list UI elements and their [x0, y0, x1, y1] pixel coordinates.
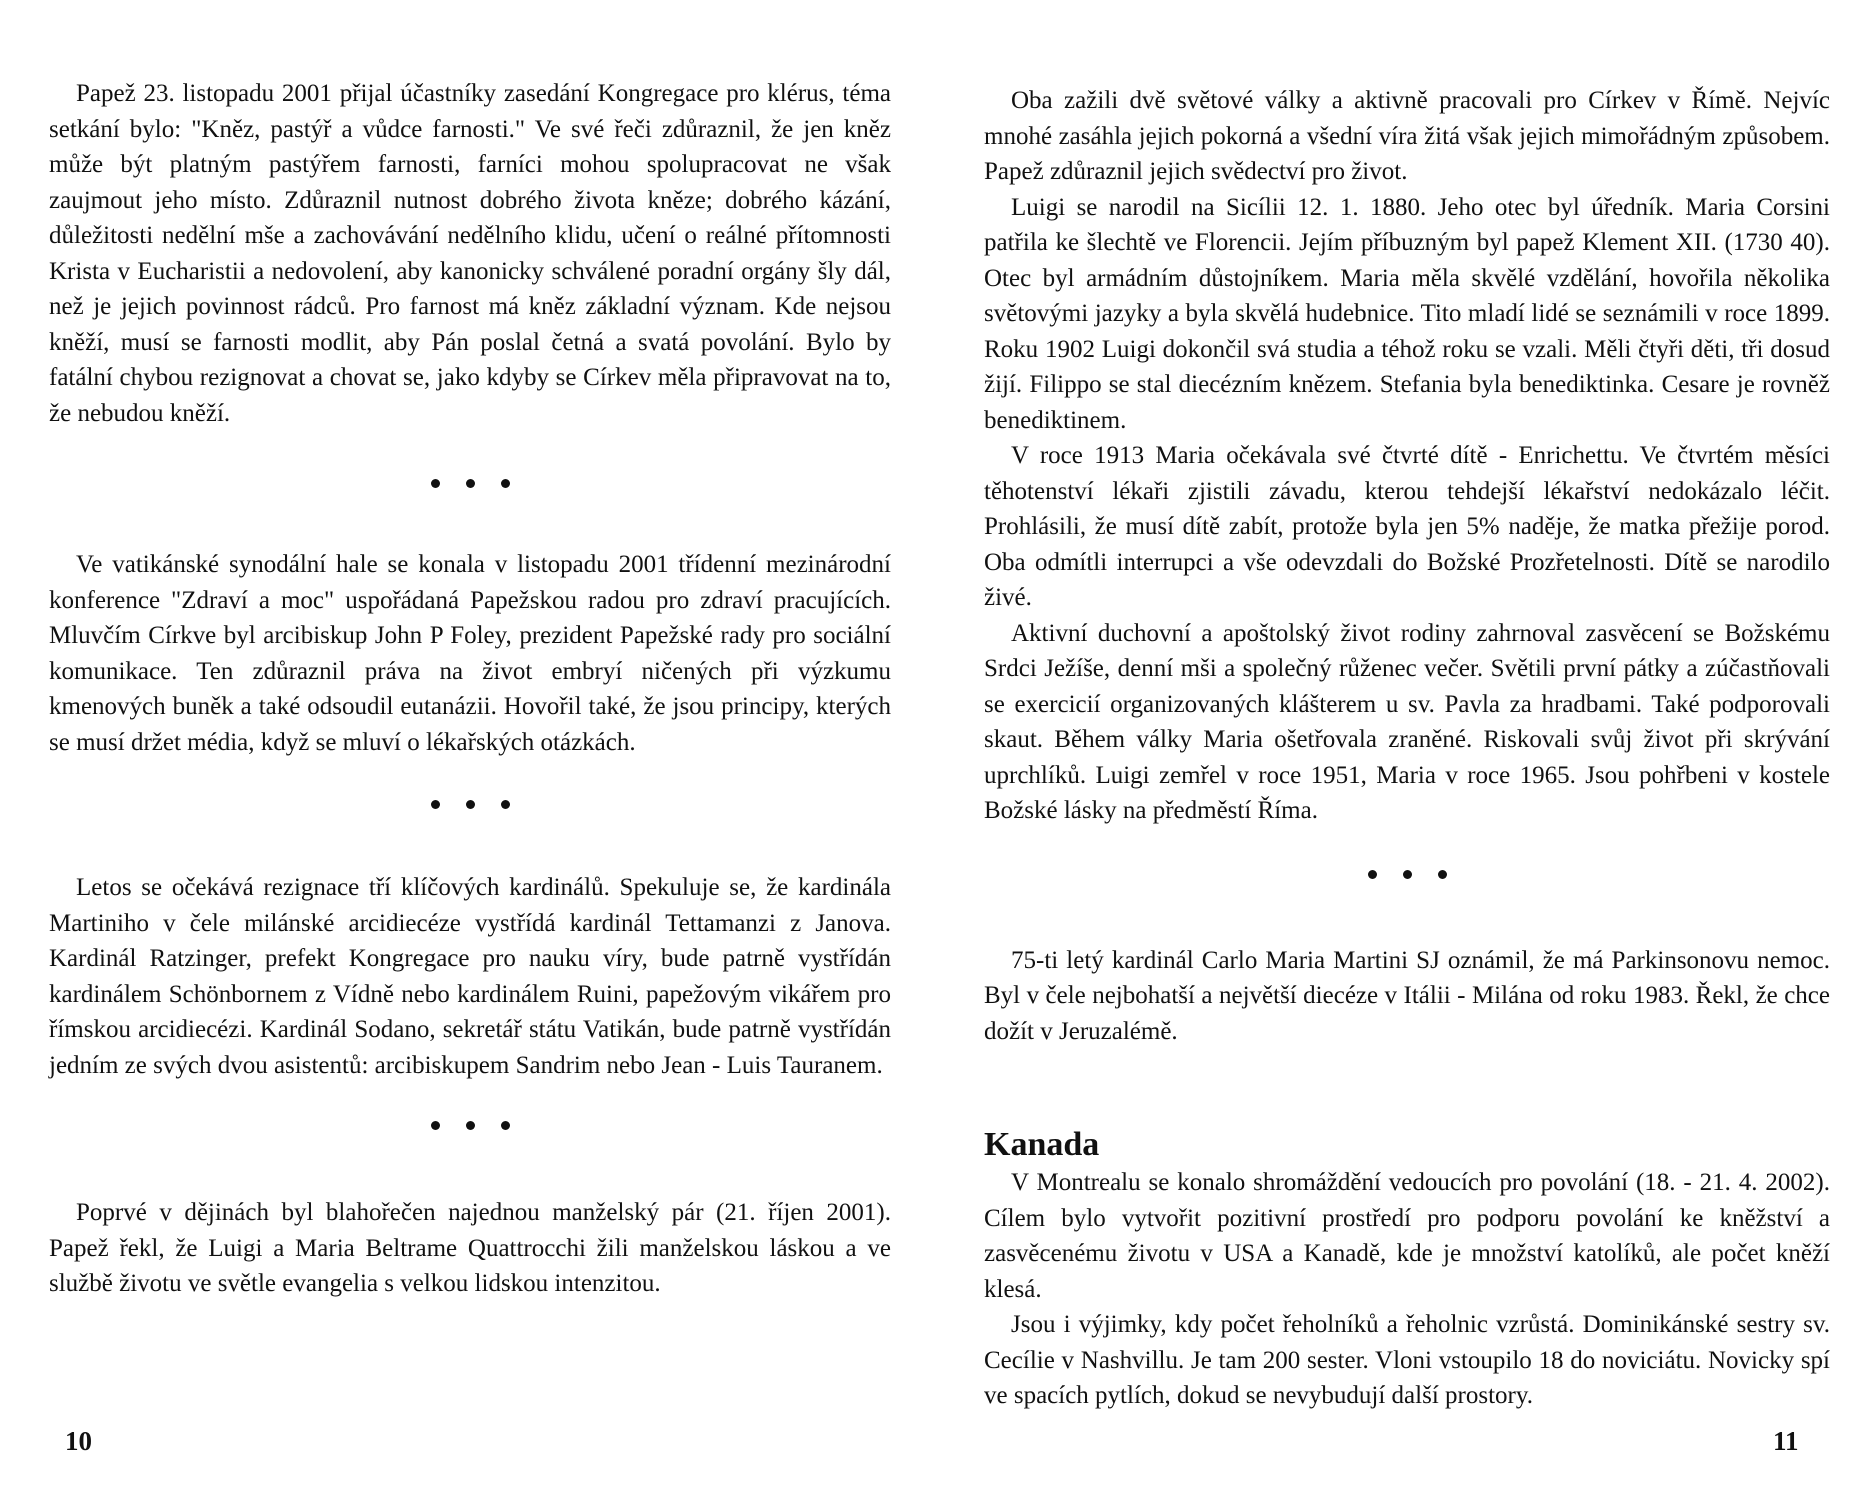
right-text-column	[984, 83, 1830, 1414]
paragraph: Papež 23. listopadu 2001 přijal účastníky zasedání Kongregace pro klérus, téma setkání bylo: "Kněz, pastýř a vůdce farnosti." Ve své řeči zdůraznil, že jen kněz může být platným pastýřem farnosti, farníci mohou spolupracovat ne však zaujmout jeho místo. Zdůraznil nutnost dobrého života kněze; dobrého kázání, důležitosti nedělní mše a zachovávání nedělního klidu, učení o reálné přítomnosti Krista v Eucharistii a nedovolení, aby kanonicky schválené poradní orgány šly dál, než je jejich povinnost rádců. Pro farnost má kněz základní význam. Kde nejsou kněží, musí se farnosti modlit, aby Pán poslal četná a svatá povolání. Bylo by fatální chybou rezignovat a chovat se, jako kdyby se Církev měla připravovat na to, že nebudou kněží.	[49, 80, 891, 427]
bullet-dot	[466, 1121, 475, 1130]
page-number: 10	[65, 1426, 92, 1456]
paragraph: 75-ti letý kardinál Carlo Maria Martini SJ oznámil, že má Parkinsonovu nemoc. Byl v čele nejbohatší a největší diecéze v Itálii - Milána od roku 1983. Řekl, že chce dožít v Jeruzalémě.	[984, 946, 1830, 1045]
section-separator	[49, 465, 891, 501]
bullet-dot	[466, 479, 475, 488]
bullet-dot	[431, 479, 440, 488]
paragraph: V Montrealu se konalo shromáždění vedoucích pro povolání (18. - 21. 4. 2002). Cílem bylo vytvořit pozitivní prostředí pro podporu povolání ke kněžství a zasvěcenému životu v USA a Kanadě, kde je množství katolíků, ale počet kněží klesá.	[984, 1169, 1830, 1303]
left-text-column	[49, 76, 891, 1302]
bullet-dot	[501, 479, 510, 488]
section-separator	[49, 1107, 891, 1143]
paragraph: Luigi se narodil na Sicílii 12. 1. 1880. Jeho otec byl úředník. Maria Corsini patřila ke šlechtě ve Florencii. Jejím příbuzným byl papež Klement XII. (1730 40). Otec byl armádním důstojníkem. Maria měla skvělé vzdělání, hovořila několika světovými jazyky a byla skvělá hudebnice. Tito mladí lidé se seznámili v roce 1899. Roku 1902 Luigi dokončil svá studia a téhož roku se vzali. Měli čtyři děti, tři dosud žijí. Filippo se stal diecézním knězem. Stefania byla benediktinka. Cesare je rovněž benediktinem.	[984, 193, 1830, 434]
paragraph: V roce 1913 Maria očekávala své čtvrté dítě - Enrichettu. Ve čtvrtém měsíci těhotenství lékaři zjistili závadu, kterou tehdejší lékařství nedokázalo léčit. Prohlásili, že musí dítě zabít, protože byla jen 5% naděje, že matka přežije porod. Oba odmítli interrupci a vše odevzdali do Božské Prozřetelnosti. Dítě se narodilo živé.	[984, 442, 1830, 611]
section-separator	[984, 857, 1830, 893]
section-heading: Kanada	[984, 1126, 1100, 1163]
paragraph: Poprvé v dějinách byl blahořečen najednou manželský pár (21. říjen 2001). Papež řekl, že Luigi a Maria Beltrame Quattrocchi žili manželskou láskou a ve službě životu ve světle evangelia s velkou lidskou intenzitou.	[49, 1199, 891, 1297]
bullet-dot	[466, 800, 475, 809]
paragraph: Aktivní duchovní a apoštolský život rodiny zahrnoval zasvěcení se Božskému Srdci Ježíše, denní mši a společný růženec večer. Světili první pátky a zúčastňovali se exercicií organizovaných klášterem u sv. Pavla za hradbami. Také podporovali skaut. Během války Maria ošetřovala zraněné. Riskovali svůj život při skrývání uprchlíků. Luigi zemřel v roce 1951, Maria v roce 1965. Jsou pohřbeni v kostele Božské lásky na předměstí Říma.	[984, 619, 1830, 824]
right-page	[931, 0, 1862, 1500]
bullet-dot	[1403, 870, 1412, 879]
bullet-dot	[431, 1121, 440, 1130]
paragraph: Jsou i výjimky, kdy počet řeholníků a řeholnic vzrůstá. Dominikánské sestry sv. Cecílie v Nashvillu. Je tam 200 sester. Vloni vstoupilo 18 do noviciátu. Novicky spí ve spacích pytlích, dokud se nevybudují další prostory.	[984, 1311, 1830, 1409]
page-number: 11	[1773, 1426, 1799, 1456]
bullet-dot	[1438, 870, 1447, 879]
paragraph: Oba zažili dvě světové války a aktivně pracovali pro Církev v Římě. Nejvíc mnohé zasáhla jejich pokorná a všední víra žitá však jejich mimořádným způsobem. Papež zdůraznil jejich svědectví pro život.	[984, 87, 1830, 185]
bullet-dot	[431, 800, 440, 809]
section-separator	[49, 786, 891, 822]
bullet-dot	[501, 1121, 510, 1130]
paragraph: Ve vatikánské synodální hale se konala v listopadu 2001 třídenní mezinárodní konference "Zdraví a moc" uspořádaná Papežskou radou pro zdraví pracujících. Mluvčím Církve byl arcibiskup John P Foley, prezident Papežské rady pro sociální komunikace. Ten zdůraznil práva na život embryí ničených při výzkumu kmenových buněk a také odsoudil eutanázii. Hovořil také, že jsou principy, kterých se musí držet média, když se mluví o lékařských otázkách.	[49, 551, 891, 756]
bullet-dot	[1368, 870, 1377, 879]
bullet-dot	[501, 800, 510, 809]
paragraph: Letos se očekává rezignace tří klíčových kardinálů. Spekuluje se, že kardinála Martiniho v čele milánské arcidiecéze vystřídá kardinál Tettamanzi z Janova. Kardinál Ratzinger, prefekt Kongregace pro nauku víry, bude patrně vystřídán kardinálem Schönbornem z Vídně nebo kardinálem Ruini, papežovým vikářem pro římskou arcidiecézi. Kardinál Sodano, sekretář státu Vatikán, bude patrně vystřídán jedním ze svých dvou asistentů: arcibiskupem Sandrim nebo Jean - Luis Tauranem.	[49, 874, 891, 1079]
